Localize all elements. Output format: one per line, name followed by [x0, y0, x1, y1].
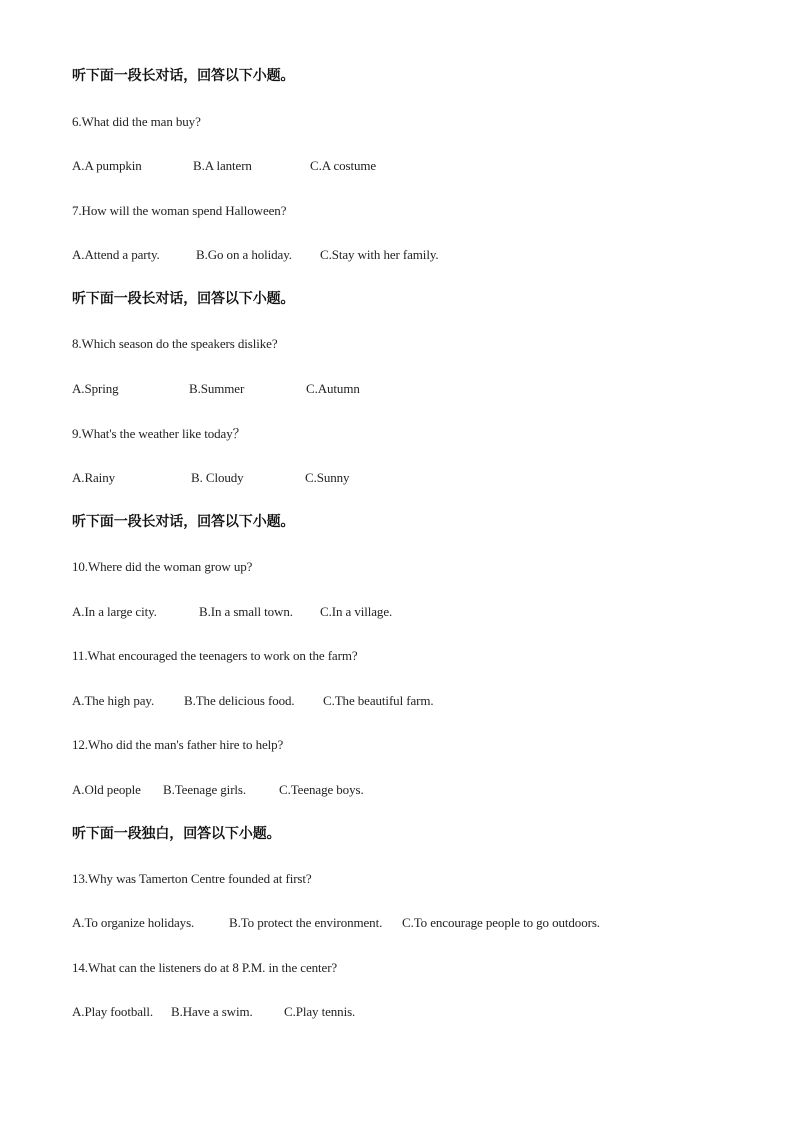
option-c: C.In a village.: [320, 604, 393, 619]
option-a: A.Rainy: [72, 470, 115, 485]
option-a: A.Play football.: [72, 1004, 154, 1019]
question-text: 6.What did the man buy?: [72, 114, 201, 129]
question-text: 10.Where did the woman grow up?: [72, 559, 253, 574]
section-heading: 听下面一段长对话，回答以下小题。: [72, 291, 295, 307]
section-heading: 听下面一段长对话，回答以下小题。: [72, 514, 295, 530]
option-b: B.To protect the environment.: [229, 915, 383, 930]
section-heading: 听下面一段长对话，回答以下小题。: [72, 68, 295, 84]
option-a: A.In a large city.: [72, 604, 157, 619]
option-b: B.Go on a holiday.: [196, 247, 292, 262]
option-c: C.Teenage boys.: [279, 782, 364, 797]
question-text: 14.What can the listeners do at 8 P.M. in the center?: [72, 960, 338, 975]
option-b: B.Teenage girls.: [163, 782, 247, 797]
option-b: B.Summer: [189, 381, 245, 396]
option-a: A.Spring: [72, 381, 119, 396]
option-b: B.The delicious food.: [184, 693, 295, 708]
option-a: A.Old people: [72, 782, 141, 797]
question-text: 8.Which season do the speakers dislike?: [72, 336, 278, 351]
option-c: C.Play tennis.: [284, 1004, 356, 1019]
option-c: C.Stay with her family.: [320, 247, 439, 262]
option-a: A.A pumpkin: [72, 158, 142, 173]
question-text: 7.How will the woman spend Halloween?: [72, 203, 287, 218]
option-c: C.Autumn: [306, 381, 360, 396]
option-b: B.A lantern: [193, 158, 252, 173]
option-b: B.Have a swim.: [171, 1004, 253, 1019]
option-b: B.In a small town.: [199, 604, 293, 619]
option-b: B. Cloudy: [191, 470, 244, 485]
question-text: 12.Who did the man's father hire to help?: [72, 737, 284, 752]
question-text: 13.Why was Tamerton Centre founded at first?: [72, 871, 312, 886]
option-a: A.The high pay.: [72, 693, 155, 708]
option-a: A.Attend a party.: [72, 247, 160, 262]
question-text: 11.What encouraged the teenagers to work on the farm?: [72, 648, 358, 663]
question-text: 9.What's the weather like today？: [72, 426, 246, 441]
option-c: C.The beautiful farm.: [323, 693, 434, 708]
option-c: C.To encourage people to go outdoors.: [402, 915, 600, 930]
section-heading: 听下面一段独白，回答以下小题。: [72, 826, 281, 842]
option-a: A.To organize holidays.: [72, 915, 195, 930]
option-c: C.A costume: [310, 158, 377, 173]
option-c: C.Sunny: [305, 470, 350, 485]
